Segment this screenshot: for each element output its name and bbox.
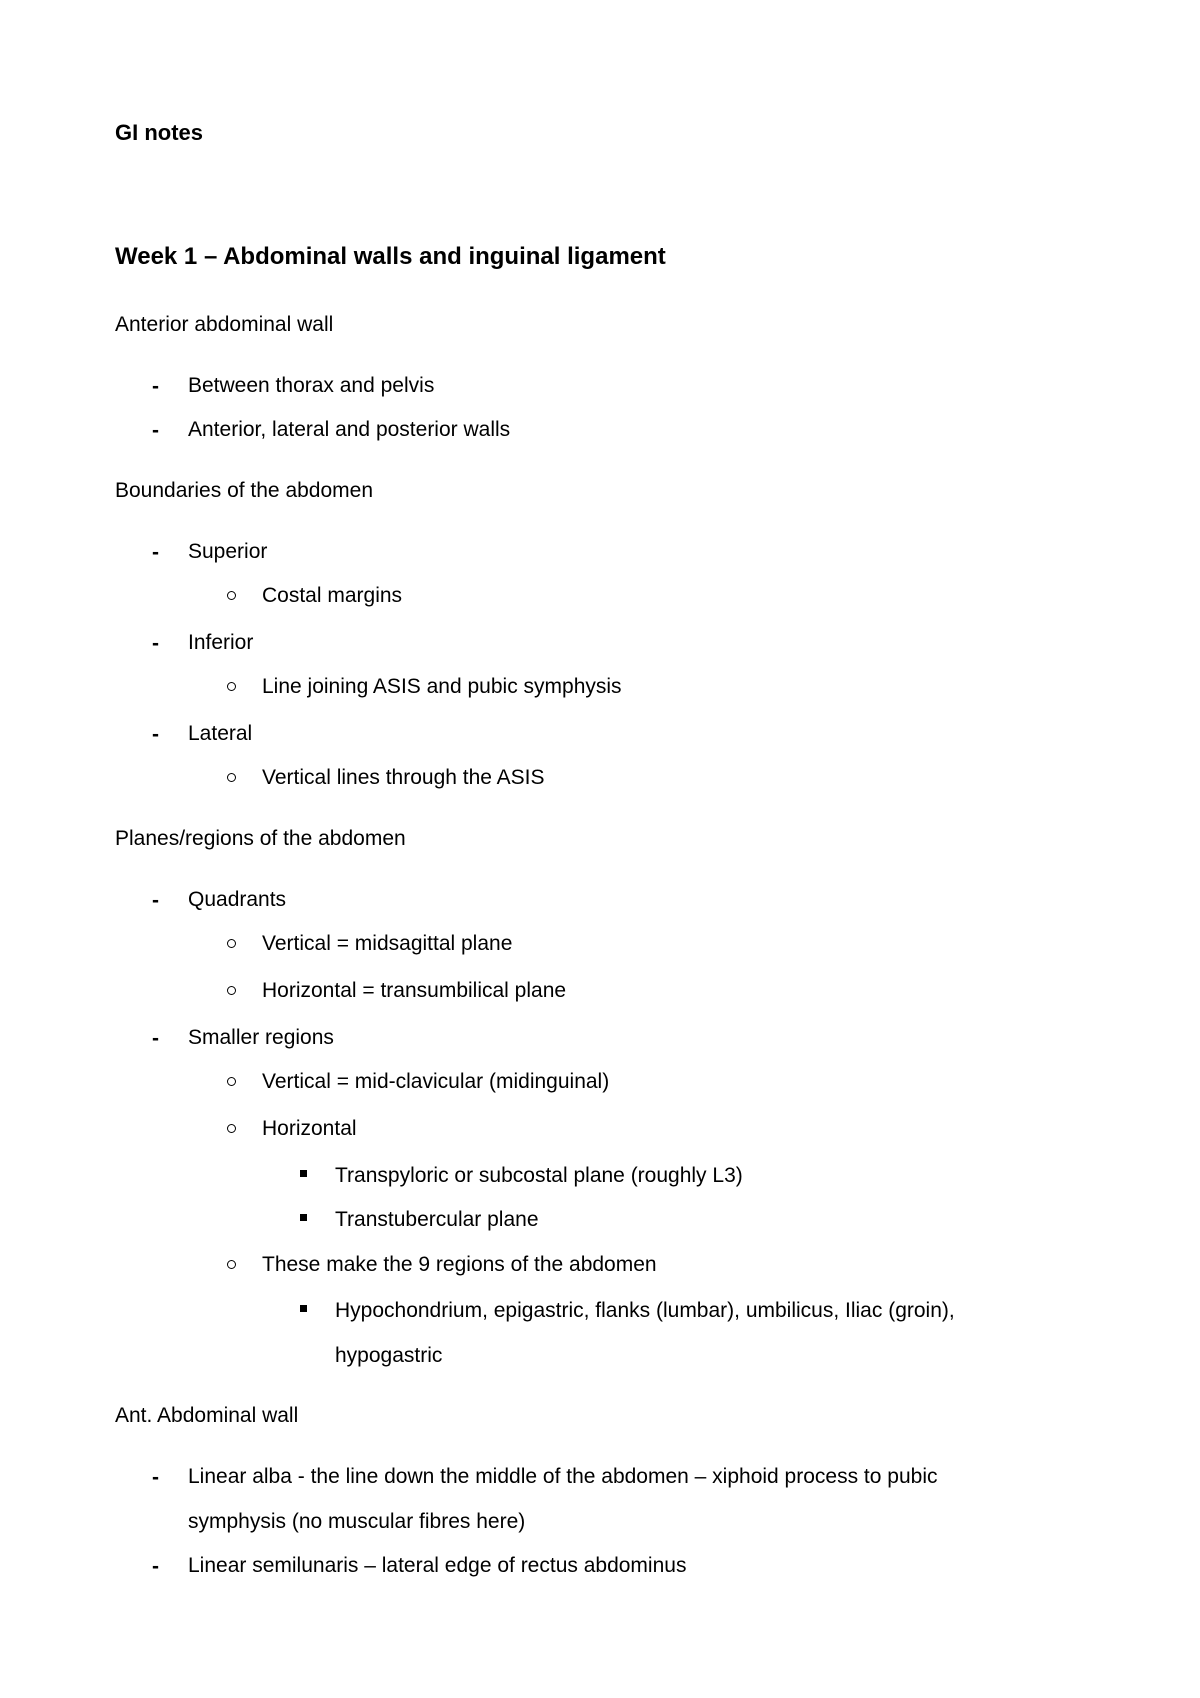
section-heading: Anterior abdominal wall xyxy=(115,313,334,336)
dash-bullet: - xyxy=(152,541,159,564)
list-item: Anterior, lateral and posterior walls xyxy=(188,418,511,441)
section-heading: Planes/regions of the abdomen xyxy=(115,827,406,850)
square-bullet xyxy=(300,1170,307,1177)
list-item: Lateral xyxy=(188,722,253,745)
list-item: Quadrants xyxy=(188,888,287,911)
circle-bullet xyxy=(227,986,236,995)
list-item: Between thorax and pelvis xyxy=(188,374,435,397)
circle-bullet xyxy=(227,1124,236,1133)
sub-sub-list-item: Transtubercular plane xyxy=(335,1208,539,1231)
dash-bullet: - xyxy=(152,723,159,746)
circle-bullet xyxy=(227,1260,236,1269)
document-title: GI notes xyxy=(115,120,204,145)
sub-list-item: Horizontal xyxy=(262,1117,357,1140)
square-bullet xyxy=(300,1214,307,1221)
section-heading: Boundaries of the abdomen xyxy=(115,479,374,502)
sub-list-item: Costal margins xyxy=(262,584,403,607)
sub-list-item: These make the 9 regions of the abdomen xyxy=(262,1253,657,1276)
sub-sub-list-item: Hypochondrium, epigastric, flanks (lumbar), umbilicus, Iliac (groin), xyxy=(335,1299,955,1322)
square-bullet xyxy=(300,1305,307,1312)
list-item: Inferior xyxy=(188,631,254,654)
list-item: Linear semilunaris – lateral edge of rectus abdominus xyxy=(188,1554,687,1577)
sub-list-item: Horizontal = transumbilical plane xyxy=(262,979,567,1002)
sub-list-item: Vertical = mid-clavicular (midinguinal) xyxy=(262,1070,610,1093)
circle-bullet xyxy=(227,682,236,691)
week-heading: Week 1 – Abdominal walls and inguinal ligament xyxy=(115,243,666,270)
list-item: Superior xyxy=(188,540,268,563)
list-item-continuation: symphysis (no muscular fibres here) xyxy=(188,1510,526,1533)
sub-list-item: Line joining ASIS and pubic symphysis xyxy=(262,675,622,698)
circle-bullet xyxy=(227,939,236,948)
sub-sub-list-item: Transpyloric or subcostal plane (roughly L3) xyxy=(335,1164,743,1187)
sub-list-item: Vertical lines through the ASIS xyxy=(262,766,545,789)
sub-sub-list-item-continuation: hypogastric xyxy=(335,1344,443,1367)
circle-bullet xyxy=(227,1077,236,1086)
dash-bullet: - xyxy=(152,375,159,398)
section-heading: Ant. Abdominal wall xyxy=(115,1404,299,1427)
list-item: Smaller regions xyxy=(188,1026,334,1049)
circle-bullet xyxy=(227,773,236,782)
list-item: Linear alba - the line down the middle of the abdomen – xiphoid process to pubic xyxy=(188,1465,938,1488)
dash-bullet: - xyxy=(152,1027,159,1050)
circle-bullet xyxy=(227,591,236,600)
dash-bullet: - xyxy=(152,889,159,912)
dash-bullet: - xyxy=(152,1555,159,1578)
sub-list-item: Vertical = midsagittal plane xyxy=(262,932,513,955)
dash-bullet: - xyxy=(152,632,159,655)
dash-bullet: - xyxy=(152,1466,159,1489)
dash-bullet: - xyxy=(152,419,159,442)
